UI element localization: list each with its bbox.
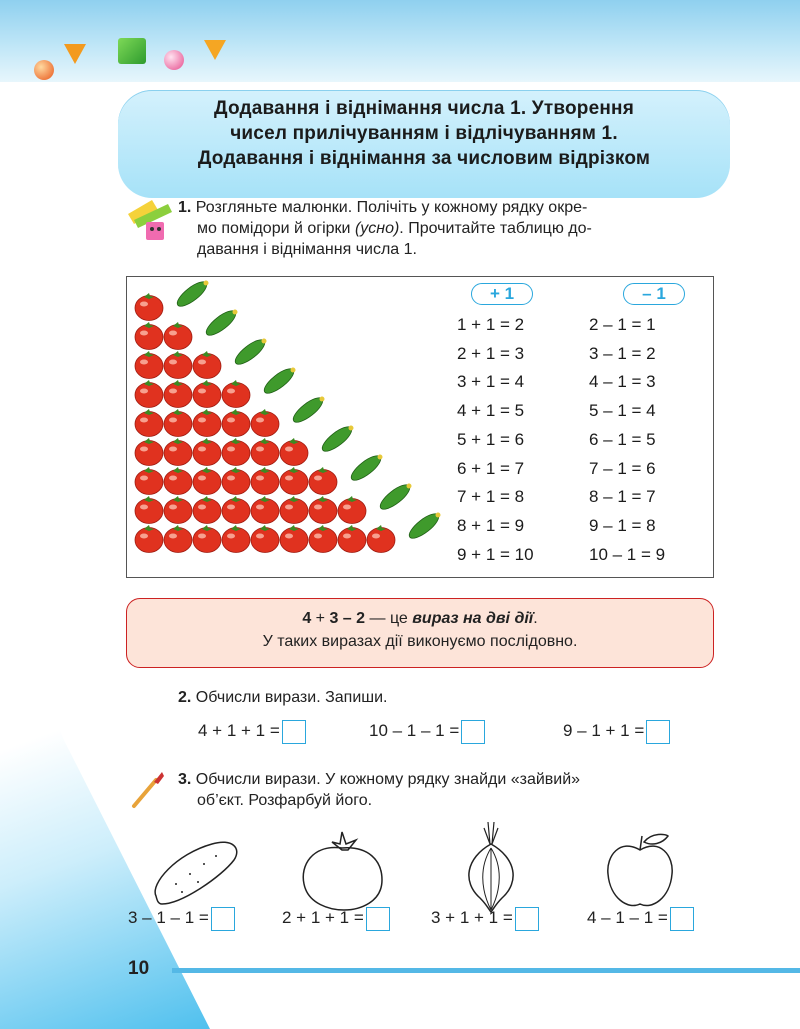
tomato-icon: [296, 828, 388, 912]
tomato-icon: [164, 322, 192, 350]
green-cube-icon: [118, 38, 146, 64]
task-3-line-1: Обчисли вирази. У кожному рядку знайди «зайвий»: [195, 771, 581, 788]
table-row: 9 + 1 = 10: [457, 544, 534, 564]
rule-note: [126, 598, 714, 668]
task-3-number: 3.: [178, 771, 192, 788]
table-row: 7 – 1 = 6: [589, 458, 656, 478]
answer-box[interactable]: [282, 720, 306, 744]
tomato-icon: [164, 525, 192, 553]
tomato-icon: [309, 496, 337, 524]
tomato-icon: [251, 409, 279, 437]
tomato-icon: [193, 380, 221, 408]
tomato-icon: [135, 467, 163, 495]
tomato-icon: [193, 409, 221, 437]
task-1-line-3: давання і віднімання числа 1.: [197, 241, 417, 258]
tomato-icon: [280, 438, 308, 466]
tomato-icon: [135, 409, 163, 437]
cucumber-icon: [146, 834, 246, 910]
cucumber-icon: [377, 481, 413, 513]
task-1-line-1: Розгляньте малюнки. Полічіть у кожному рядку окре-: [195, 199, 588, 216]
answer-box[interactable]: [461, 720, 485, 744]
tomato-icon: [251, 525, 279, 553]
vegetables-picture: [127, 277, 457, 577]
tomato-icon: [164, 380, 192, 408]
lesson-title: [118, 90, 730, 198]
tomato-icon: [135, 496, 163, 524]
answer-box[interactable]: [211, 907, 235, 931]
cucumber-icon: [174, 278, 210, 310]
tomato-icon: [164, 438, 192, 466]
tomato-icon: [193, 525, 221, 553]
addition-subtraction-table: [126, 276, 714, 578]
page-number: 10: [128, 958, 150, 979]
table-row: 6 + 1 = 7: [457, 458, 525, 478]
table-row: 5 – 1 = 4: [589, 401, 656, 421]
table-row: 8 + 1 = 9: [457, 515, 525, 535]
task-1-number: 1.: [178, 199, 192, 216]
table-row: 2 – 1 = 1: [589, 315, 656, 334]
task-2-expression-2: 10 – 1 – 1 =: [369, 719, 485, 744]
task-3: [178, 769, 718, 811]
answer-box[interactable]: [366, 907, 390, 931]
table-row: 3 + 1 = 4: [457, 372, 525, 392]
table-row: 3 – 1 = 2: [589, 343, 656, 363]
table-row: 7 + 1 = 8: [457, 487, 525, 507]
task-2: [178, 687, 387, 708]
onion-icon: [458, 818, 524, 914]
tomato-icon: [280, 467, 308, 495]
cucumber-icon: [261, 365, 297, 397]
tomato-icon: [135, 525, 163, 553]
orange-ball-icon: [34, 60, 54, 80]
title-line-1: Додавання і віднімання числа 1. Утворення: [214, 98, 634, 119]
tomato-icon: [193, 351, 221, 379]
tomato-icon: [251, 467, 279, 495]
task-2-expression-3: 9 – 1 + 1 =: [563, 719, 670, 744]
answer-box[interactable]: [646, 720, 670, 744]
cucumber-icon: [203, 307, 239, 339]
tomato-icon: [309, 467, 337, 495]
task-1: [178, 197, 718, 260]
tomato-icon: [367, 525, 395, 553]
apple-icon: [600, 828, 680, 912]
table-row: 1 + 1 = 2: [457, 315, 525, 334]
title-line-3: Додавання і віднімання за числовим відрізком: [197, 148, 651, 169]
task-3-expression-4: 4 – 1 – 1 =: [587, 906, 694, 931]
cucumber-icon: [232, 336, 268, 368]
tomato-icon: [135, 380, 163, 408]
task-2-text: Обчисли вирази. Запиши.: [195, 689, 388, 706]
tomato-icon: [222, 525, 250, 553]
tomato-icon: [193, 467, 221, 495]
rule-line-2: У таких виразах дії виконуємо послідовно.: [262, 633, 578, 650]
table-row: 8 – 1 = 7: [589, 487, 656, 507]
answer-box[interactable]: [515, 907, 539, 931]
tomato-icon: [222, 409, 250, 437]
task-2-expression-1: 4 + 1 + 1 =: [198, 719, 306, 744]
tomato-icon: [135, 351, 163, 379]
tomato-icon: [222, 467, 250, 495]
cucumber-icon: [319, 423, 355, 455]
cucumber-icon: [290, 394, 326, 426]
cucumber-icon: [348, 452, 384, 484]
tomato-icon: [222, 380, 250, 408]
tomato-icon: [338, 496, 366, 524]
tomato-icon: [135, 293, 163, 321]
task-3-line-2: об’єкт. Розфарбуй його.: [197, 792, 373, 809]
table-row: 2 + 1 = 3: [457, 343, 525, 363]
table-row: 10 – 1 = 9: [589, 544, 666, 564]
task-1-line-2-italic: (усно): [354, 220, 400, 237]
tomato-icon: [193, 438, 221, 466]
paintbrush-icon: [128, 770, 166, 810]
tomato-icon: [164, 467, 192, 495]
tomato-icon: [251, 438, 279, 466]
tomato-icon: [164, 496, 192, 524]
task-1-line-2a: мо помідори й огірки: [197, 220, 355, 237]
task-3-expression-1: 3 – 1 – 1 =: [128, 906, 235, 931]
table-row: 6 – 1 = 5: [589, 429, 656, 449]
pencils-icon: [124, 196, 176, 242]
table-row: 9 – 1 = 8: [589, 515, 656, 535]
plus-column: [457, 283, 587, 569]
task-3-expression-3: 3 + 1 + 1 =: [431, 906, 539, 931]
title-line-2: чисел прилічуванням і відлічуванням 1.: [230, 123, 618, 144]
tomato-icon: [135, 322, 163, 350]
tomato-icon: [280, 496, 308, 524]
minus-one-header: – 1: [623, 283, 685, 305]
tomato-icon: [251, 496, 279, 524]
footer-rule: [172, 968, 800, 973]
task-3-expression-2: 2 + 1 + 1 =: [282, 906, 390, 931]
tomato-icon: [164, 409, 192, 437]
table-row: 5 + 1 = 6: [457, 429, 525, 449]
rule-line-1: 4 + 3 – 2 — це вираз на дві дії.: [302, 610, 538, 627]
orange-cone-icon: [64, 44, 86, 64]
answer-box[interactable]: [670, 907, 694, 931]
cucumber-icon: [406, 510, 442, 542]
tomato-icon: [280, 525, 308, 553]
task-2-number: 2.: [178, 689, 192, 706]
pink-ball-icon: [164, 50, 184, 70]
table-row: 4 + 1 = 5: [457, 401, 525, 421]
orange-cone-icon: [204, 40, 226, 60]
tomato-icon: [135, 438, 163, 466]
tomato-icon: [164, 351, 192, 379]
tomato-icon: [222, 496, 250, 524]
tomato-icon: [309, 525, 337, 553]
tomato-icon: [222, 438, 250, 466]
plus-one-header: + 1: [471, 283, 533, 305]
minus-column: [589, 283, 719, 569]
tomato-icon: [338, 525, 366, 553]
table-row: 4 – 1 = 3: [589, 372, 656, 392]
tomato-icon: [193, 496, 221, 524]
task-1-line-2c: . Прочитайте таблицю до-: [399, 220, 592, 237]
